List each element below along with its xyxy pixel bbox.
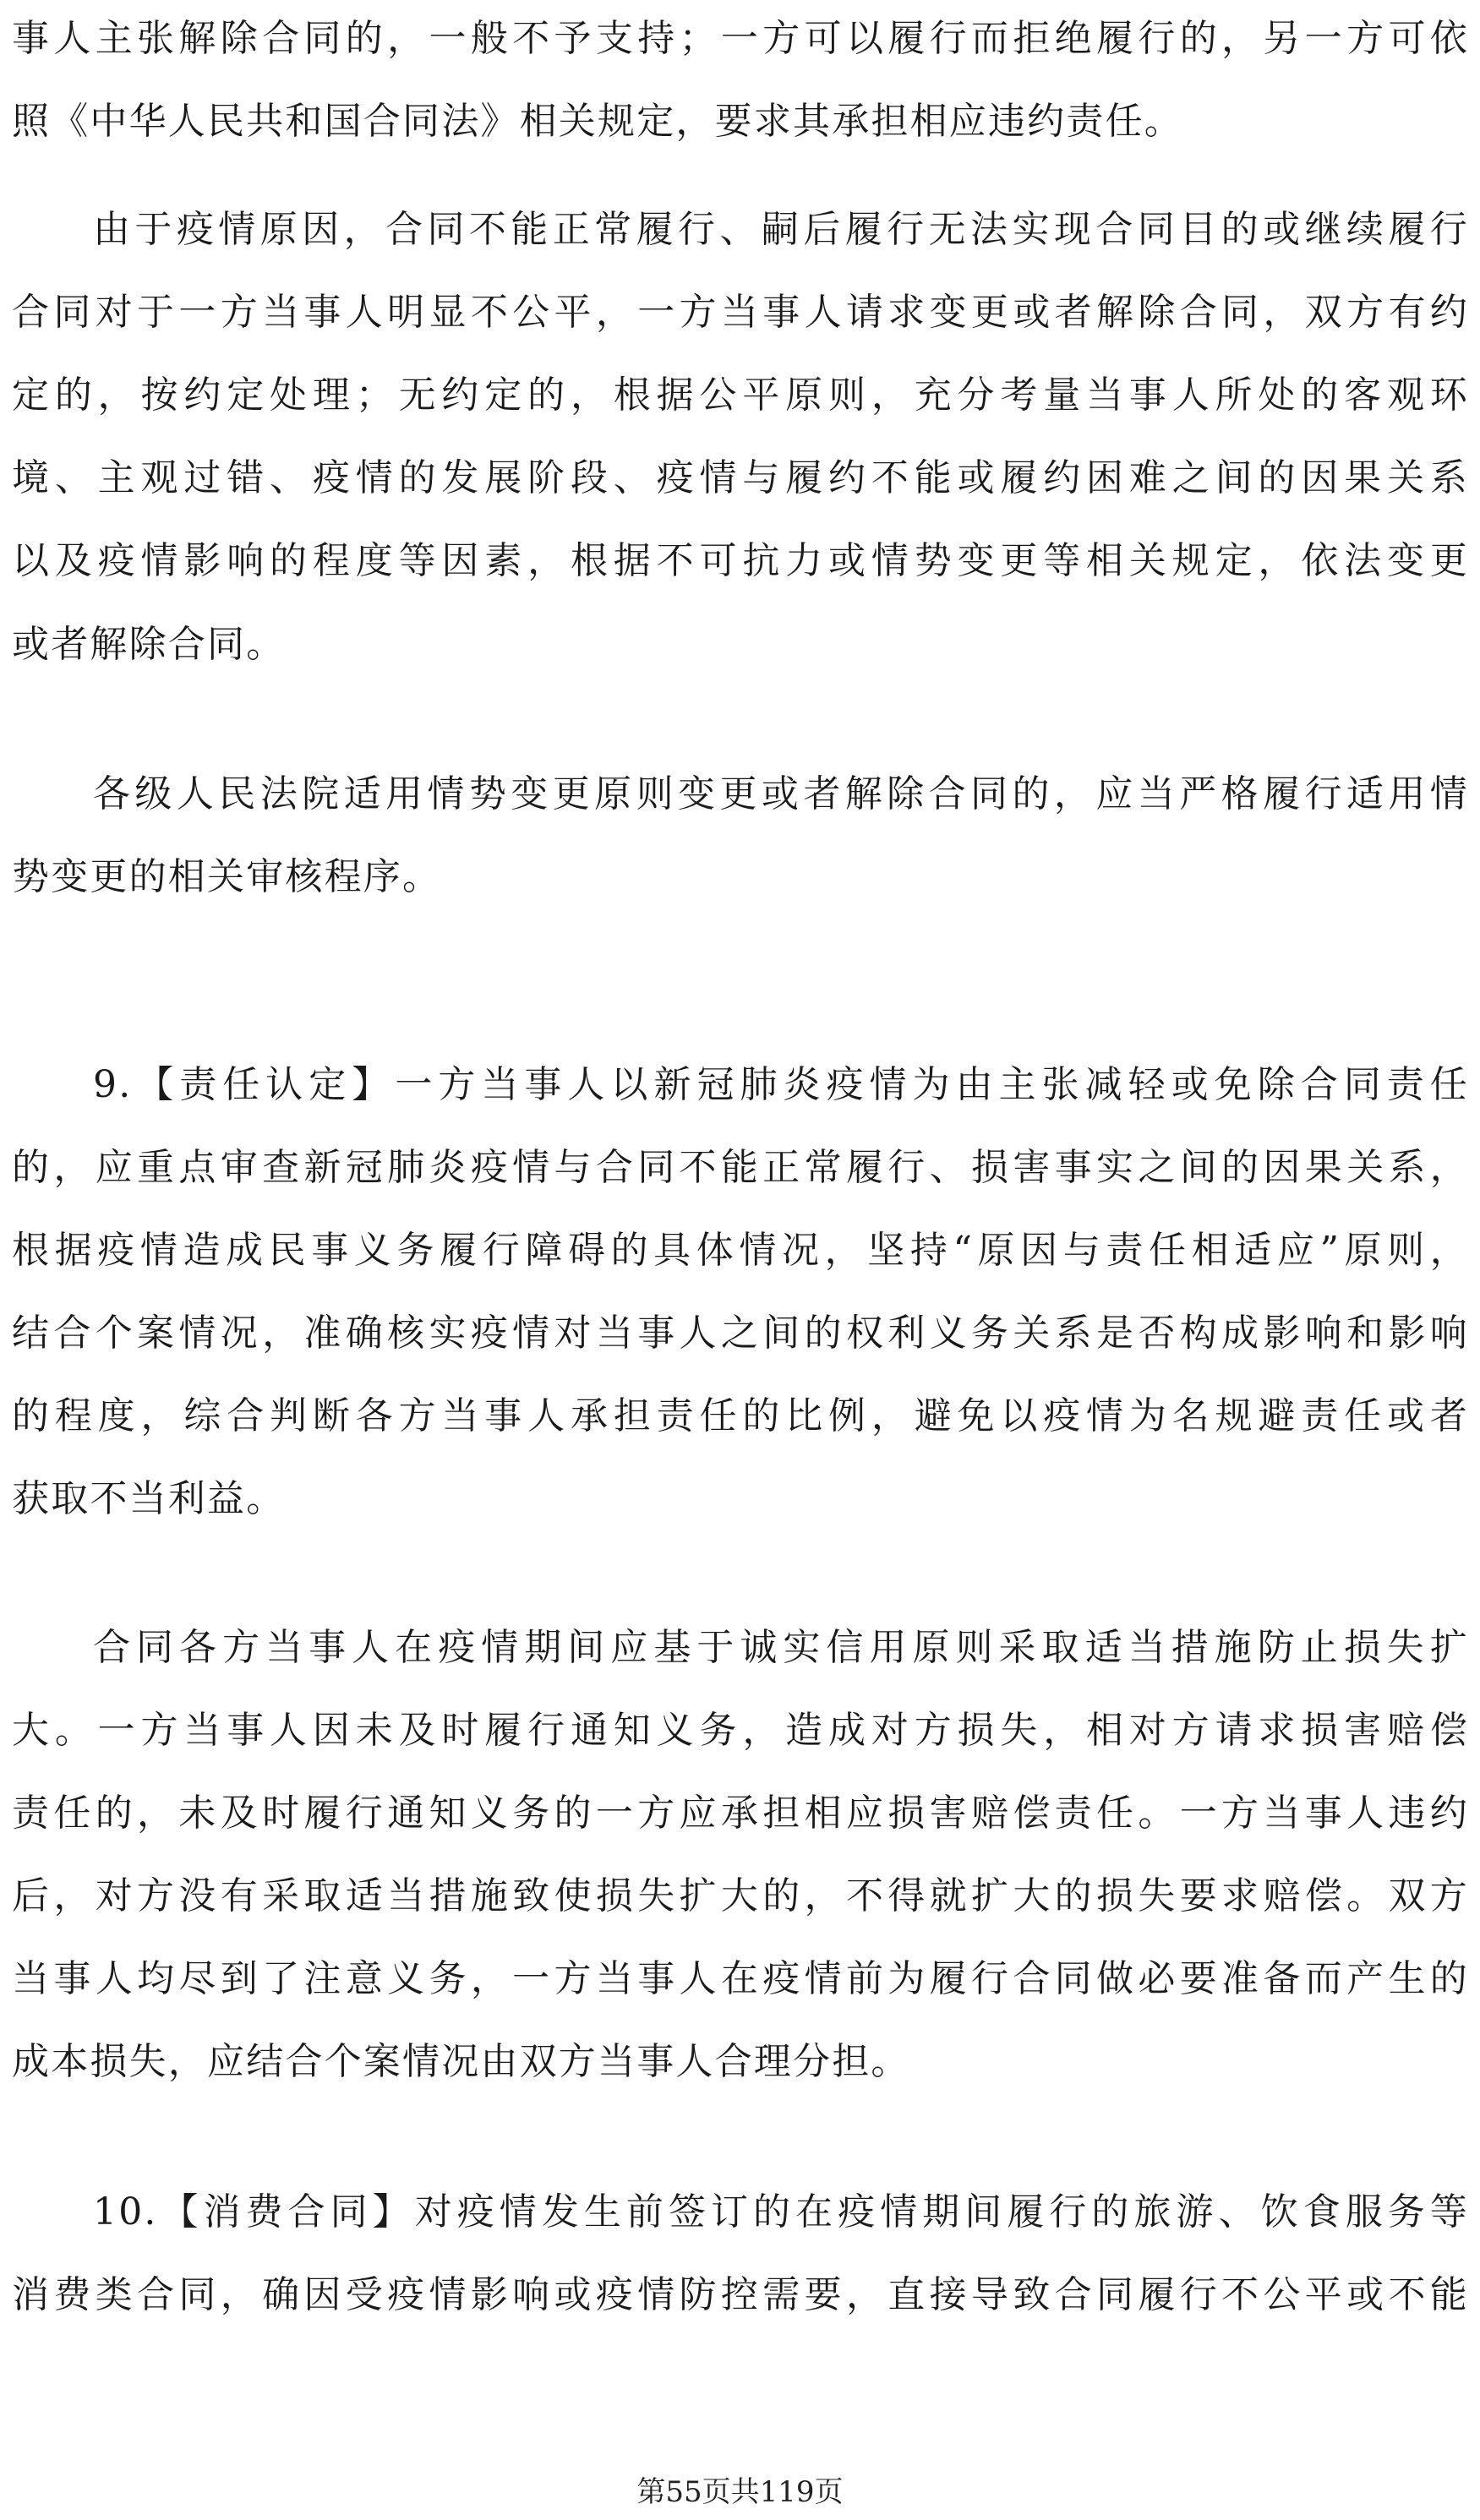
text-line: 9.【责任认定】一方当事人以新冠肺炎疫情为由主张减轻或免除合同责任	[93, 1063, 1469, 1106]
text-line: 合同对于一方当事人明显不公平，一方当事人请求变更或者解除合同，双方有约	[12, 291, 1469, 334]
text-line: 或者解除合同。	[12, 623, 286, 666]
text-line: 的，应重点审查新冠肺炎疫情与合同不能正常履行、损害事实之间的因果关系，	[12, 1146, 1469, 1189]
text-line: 成本损失，应结合个案情况由双方当事人合理分担。	[12, 2040, 910, 2083]
text-line: 消费类合同，确因受疫情影响或疫情防控需要，直接导致合同履行不公平或不能	[12, 2273, 1469, 2316]
text-line: 合同各方当事人在疫情期间应基于诚实信用原则采取适当措施防止损失扩	[93, 1626, 1469, 1669]
text-line: 大。一方当事人因未及时履行通知义务，造成对方损失，相对方请求损害赔偿	[12, 1709, 1469, 1752]
text-line: 10.【消费合同】对疫情发生前签订的在疫情期间履行的旅游、饮食服务等	[93, 2190, 1469, 2234]
text-line: 后，对方没有采取适当措施致使损失扩大的，不得就扩大的损失要求赔偿。双方	[12, 1874, 1469, 1917]
text-line: 结合个案情况，准确核实疫情对当事人之间的权利义务关系是否构成影响和影响	[12, 1312, 1469, 1355]
text-line: 根据疫情造成民事义务履行障碍的具体情况，坚持“原因与责任相适应”原则，	[12, 1229, 1469, 1272]
text-line: 由于疫情原因，合同不能正常履行、嗣后履行无法实现合同目的或继续履行	[93, 208, 1469, 251]
text-line: 境、主观过错、疫情的发展阶段、疫情与履约不能或履约困难之间的因果关系	[12, 456, 1469, 499]
text-line: 定的，按约定处理；无约定的，根据公平原则，充分考量当事人所处的客观环	[12, 374, 1469, 417]
text-line: 事人主张解除合同的，一般不予支持；一方可以履行而拒绝履行的，另一方可依	[12, 17, 1469, 60]
text-line: 责任的，未及时履行通知义务的一方应承担相应损害赔偿责任。一方当事人违约	[12, 1792, 1469, 1835]
page-number-footer: 第55页共119页	[636, 2475, 844, 2509]
text-line: 当事人均尽到了注意义务，一方当事人在疫情前为履行合同做必要准备而产生的	[12, 1957, 1469, 2000]
text-line: 的程度，综合判断各方当事人承担责任的比例，避免以疫情为名规避责任或者	[12, 1394, 1469, 1437]
text-line: 各级人民法院适用情势变更原则变更或者解除合同的，应当严格履行适用情	[93, 772, 1469, 815]
text-line: 以及疫情影响的程度等因素，根据不可抗力或情势变更等相关规定，依法变更	[12, 539, 1469, 582]
text-line: 获取不当利益。	[12, 1477, 286, 1520]
text-line: 照《中华人民共和国合同法》相关规定，要求其承担相应违约责任。	[12, 100, 1183, 143]
text-line: 势变更的相关审核程序。	[12, 855, 442, 898]
